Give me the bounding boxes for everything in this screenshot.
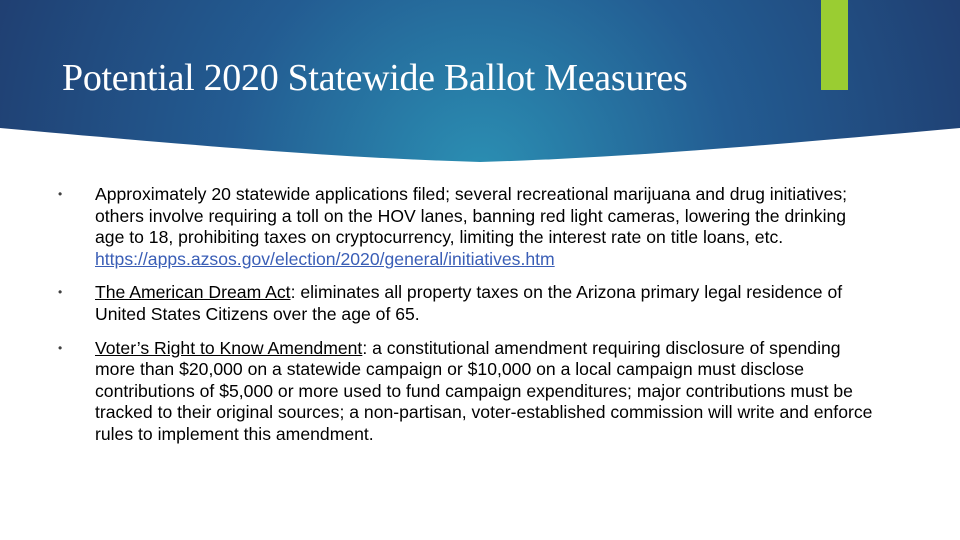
initiatives-link[interactable]: https://apps.azsos.gov/election/2020/general/initiatives.htm <box>95 248 555 269</box>
bullet-list <box>58 184 878 458</box>
slide-title: Potential 2020 Statewide Ballot Measures <box>62 57 688 99</box>
bullet-icon: • <box>58 187 63 201</box>
bullet-item-voters-right-to-know <box>58 338 878 446</box>
bullet-icon: • <box>58 285 63 300</box>
accent-bar <box>821 0 848 90</box>
bullet-heading: Voter’s Right to Know Amendment <box>95 337 363 358</box>
bullet-text: Approximately 20 statewide applications filed; several recreational marijuana and drug initiatives; others involve requiring a toll on the HOV lanes, banning red light cameras, lowering the drinking age to 18, prohibiting taxes on cryptocurrency, limiting the interest rate on title loans, etc. <box>95 184 848 248</box>
bullet-item-applications <box>58 184 878 270</box>
bullet-item-american-dream-act <box>58 282 878 325</box>
bullet-icon: • <box>58 340 63 355</box>
bullet-heading: The American Dream Act <box>95 282 291 303</box>
title-banner <box>0 0 960 200</box>
bullet-text: : a constitutional amendment requiring disclosure of spending more than $20,000 on a statewide campaign or $10,000 on a local campaign must disclose contributions of $5,000 or more used to fund campaign expenditures; major contributions must be tracked to their original sources; a non-partisan, voter-established commission will write and enforce rules to implement this amendment. <box>95 337 873 444</box>
bullet-text: : eliminates all property taxes on the Arizona primary legal residence of United States Citizens over the age of 65. <box>95 282 843 324</box>
